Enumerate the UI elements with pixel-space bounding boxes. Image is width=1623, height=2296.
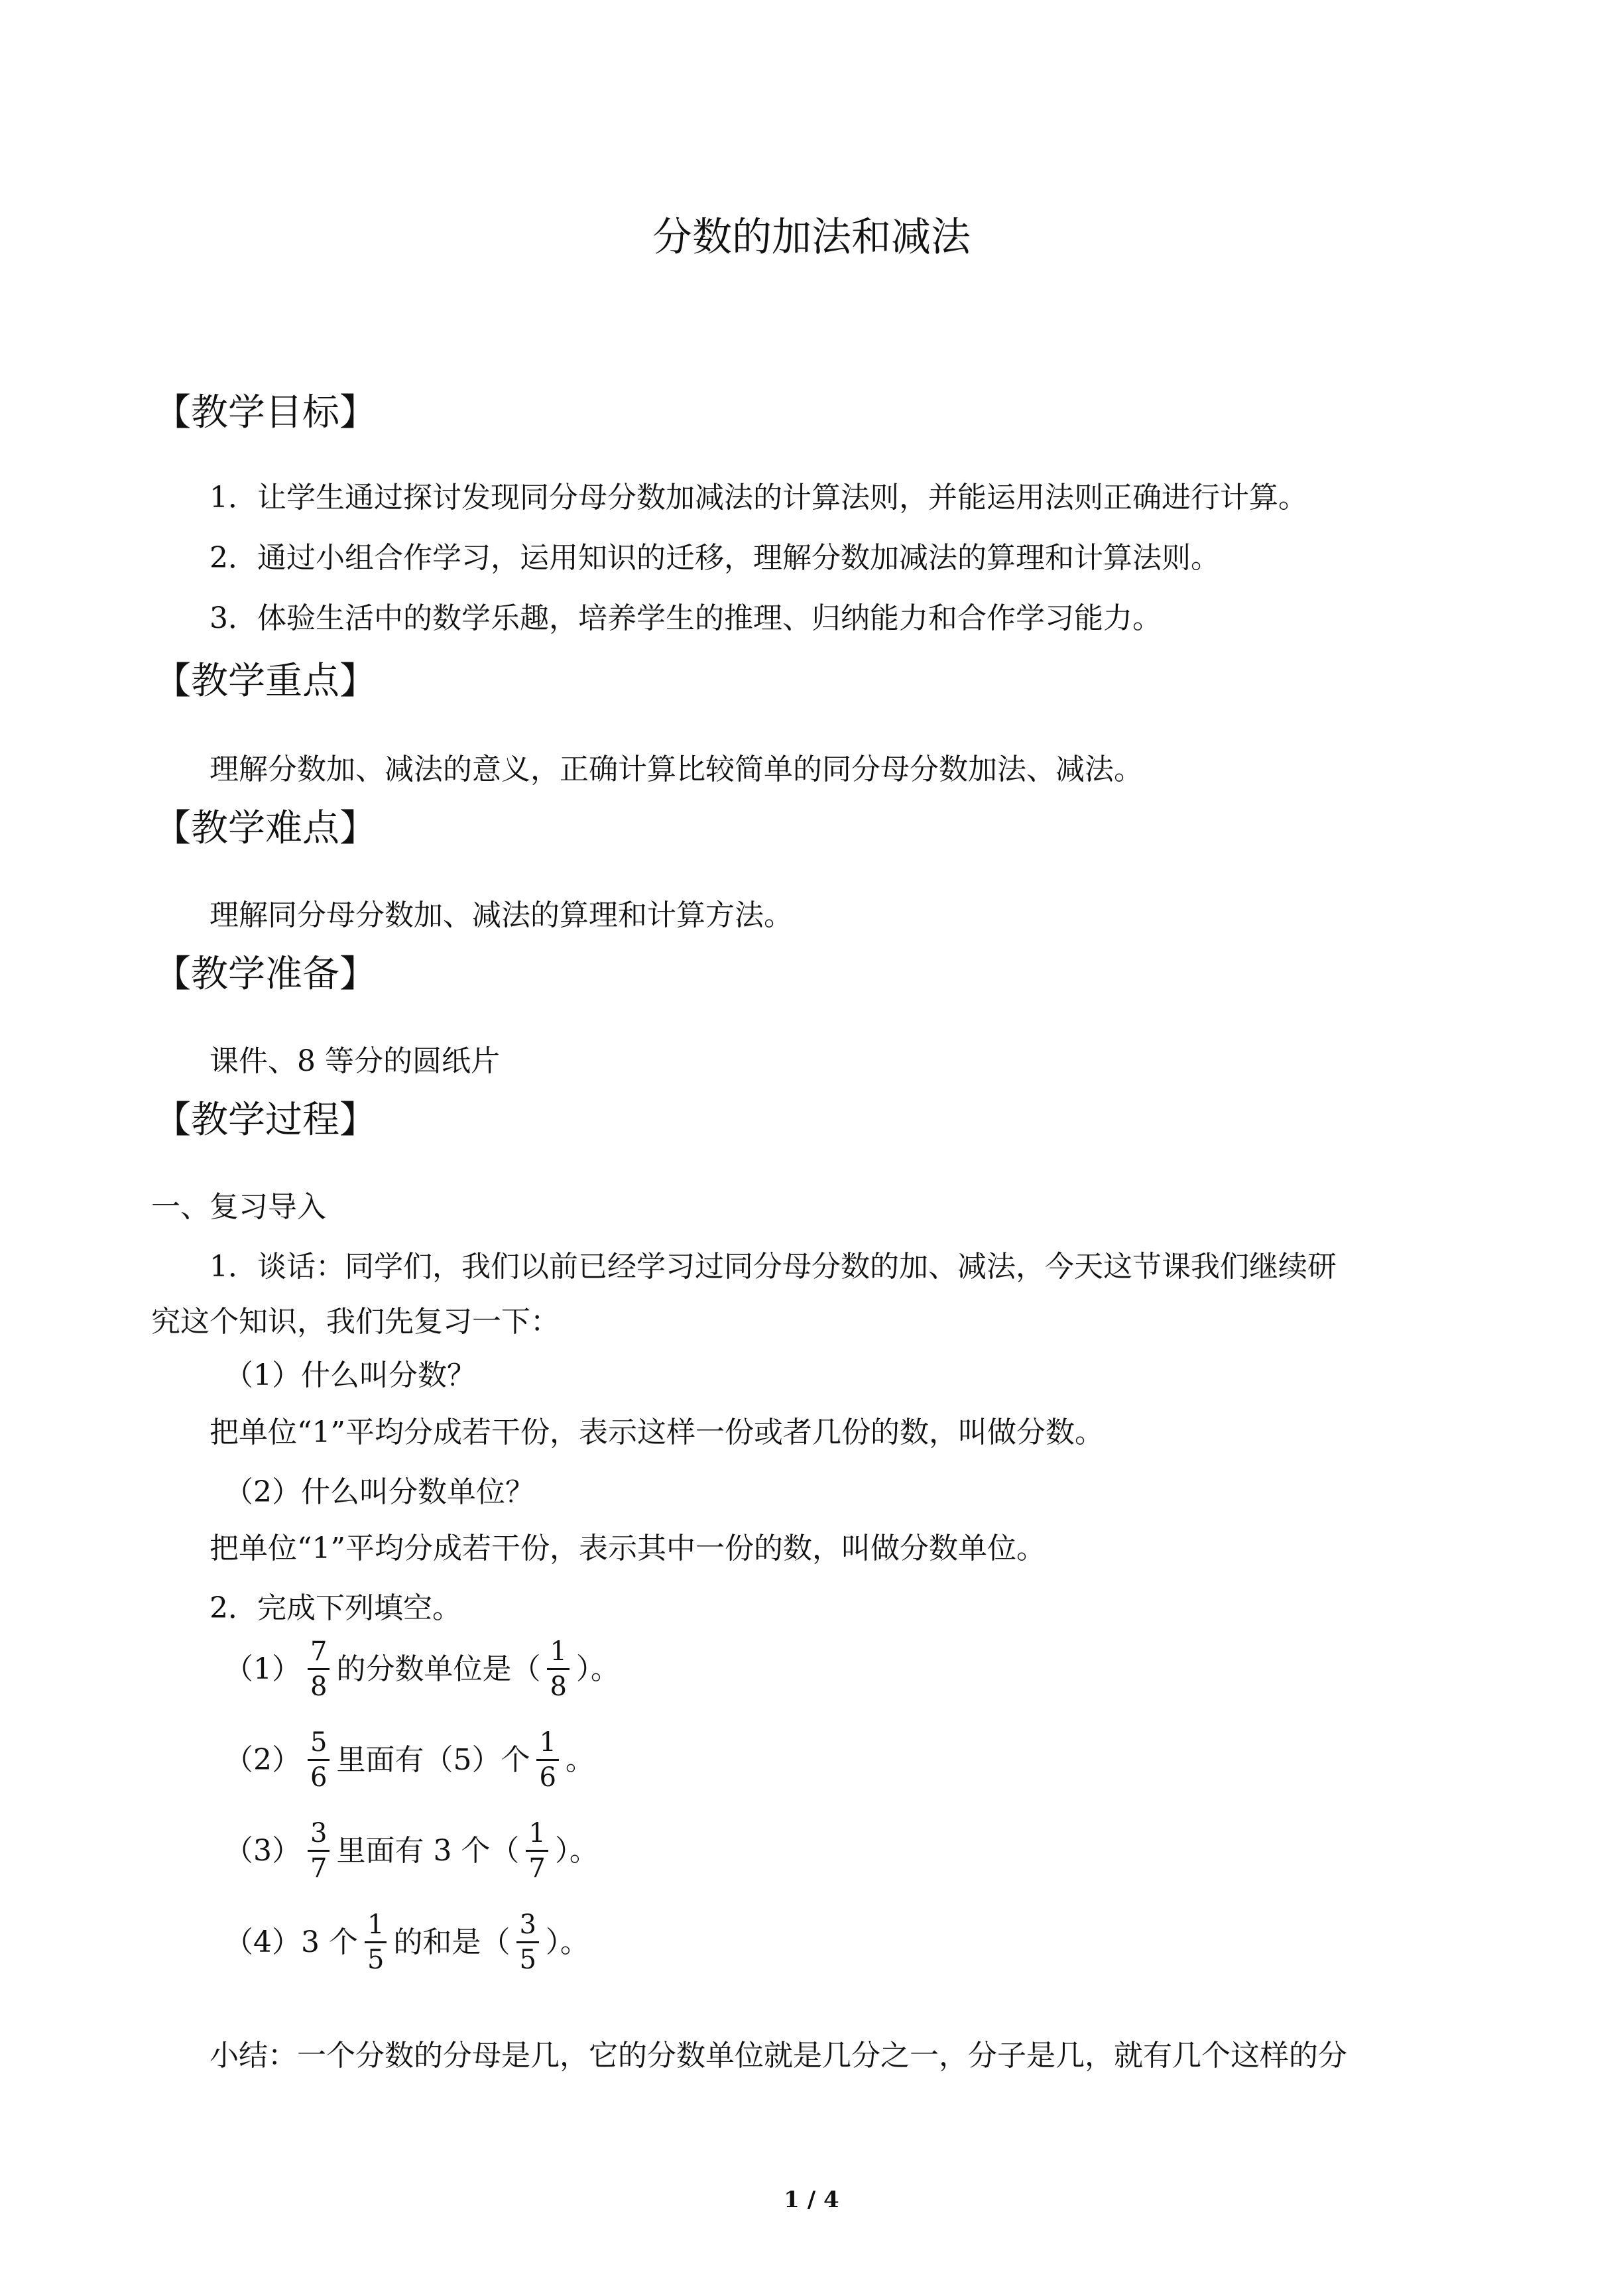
- talk-line-2: 究这个知识，我们先复习一下：: [151, 1305, 560, 1339]
- denominator: 7: [310, 1853, 328, 1884]
- denominator: 7: [528, 1853, 546, 1884]
- numerator: 1: [536, 1727, 558, 1761]
- question-1: （1）什么叫分数？: [224, 1359, 476, 1392]
- fraction: [308, 1727, 330, 1793]
- fill-label: （4）3 个: [224, 1925, 358, 1959]
- fill-item-3: [224, 1818, 599, 1884]
- denominator: 5: [367, 1945, 385, 1975]
- denominator: 8: [550, 1671, 567, 1702]
- fill-end: ）。: [554, 1833, 599, 1868]
- fill-title: 2．完成下列填空。: [210, 1591, 461, 1625]
- part1-title: 一、复习导入: [151, 1190, 326, 1224]
- fraction-answer: [536, 1727, 558, 1793]
- fraction: [308, 1818, 330, 1884]
- summary-text: 小结：一个分数的分母是几，它的分数单位就是几分之一，分子是几，就有几个这样的分: [210, 2039, 1347, 2073]
- numerator: 1: [365, 1909, 387, 1943]
- objective-item: 2．通过小组合作学习，运用知识的迁移，理解分数加减法的算理和计算法则。: [210, 541, 1220, 575]
- denominator: 6: [539, 1762, 556, 1793]
- fraction-answer: [526, 1818, 548, 1884]
- key-points-text: 理解分数加、减法的意义，正确计算比较简单的同分母分数加法、减法。: [210, 753, 1143, 786]
- talk-line-1: 1．谈话：同学们，我们以前已经学习过同分母分数的加、减法，今天这节课我们继续研: [210, 1250, 1337, 1284]
- fill-item-2: [224, 1727, 595, 1793]
- answer-2: 把单位“1”平均分成若干份，表示其中一份的数，叫做分数单位。: [210, 1532, 1046, 1565]
- page-title: 分数的加法和减法: [652, 214, 971, 261]
- numerator: 7: [308, 1636, 330, 1670]
- fill-text: 里面有 3 个（: [336, 1833, 520, 1868]
- difficulties-text: 理解同分母分数加、减法的算理和计算方法。: [210, 898, 793, 932]
- numerator: 1: [547, 1636, 569, 1670]
- fill-end: 。: [565, 1742, 595, 1777]
- fill-text: 的和是（: [393, 1925, 511, 1959]
- objective-item: 3．体验生活中的数学乐趣，培养学生的推理、归纳能力和合作学习能力。: [210, 601, 1162, 635]
- denominator: 8: [310, 1671, 328, 1702]
- fraction: [308, 1636, 330, 1702]
- fill-item-1: [224, 1636, 620, 1702]
- answer-1: 把单位“1”平均分成若干份，表示这样一份或者几份的数，叫做分数。: [210, 1416, 1104, 1449]
- heading-objectives: 【教学目标】: [154, 391, 377, 434]
- heading-key-points: 【教学重点】: [154, 660, 377, 703]
- numerator: 3: [308, 1818, 330, 1852]
- denominator: 6: [310, 1762, 328, 1793]
- fraction-answer: [516, 1909, 538, 1975]
- fill-label: （1）: [224, 1652, 301, 1686]
- question-2: （2）什么叫分数单位？: [224, 1475, 534, 1509]
- heading-process: 【教学过程】: [154, 1099, 377, 1142]
- fraction-answer: [547, 1636, 569, 1702]
- objective-item: 1．让学生通过探讨发现同分母分数加减法的计算法则，并能运用法则正确进行计算。: [210, 481, 1307, 514]
- page-number: 1 / 4: [784, 2187, 839, 2213]
- heading-preparation: 【教学准备】: [154, 953, 377, 996]
- fill-text: 里面有（5）个: [336, 1742, 530, 1777]
- fill-end: ）。: [545, 1925, 589, 1959]
- fill-label: （2）: [224, 1742, 301, 1777]
- heading-difficulties: 【教学难点】: [154, 807, 377, 850]
- numerator: 3: [516, 1909, 538, 1943]
- fraction: [365, 1909, 387, 1975]
- fill-item-4: [224, 1909, 589, 1975]
- numerator: 1: [526, 1818, 548, 1852]
- fill-text: 的分数单位是（: [336, 1652, 541, 1686]
- numerator: 5: [308, 1727, 330, 1761]
- fill-label: （3）: [224, 1833, 301, 1868]
- preparation-text: 课件、8 等分的圆纸片: [210, 1044, 500, 1078]
- fill-end: ）。: [575, 1652, 620, 1686]
- denominator: 5: [519, 1945, 536, 1975]
